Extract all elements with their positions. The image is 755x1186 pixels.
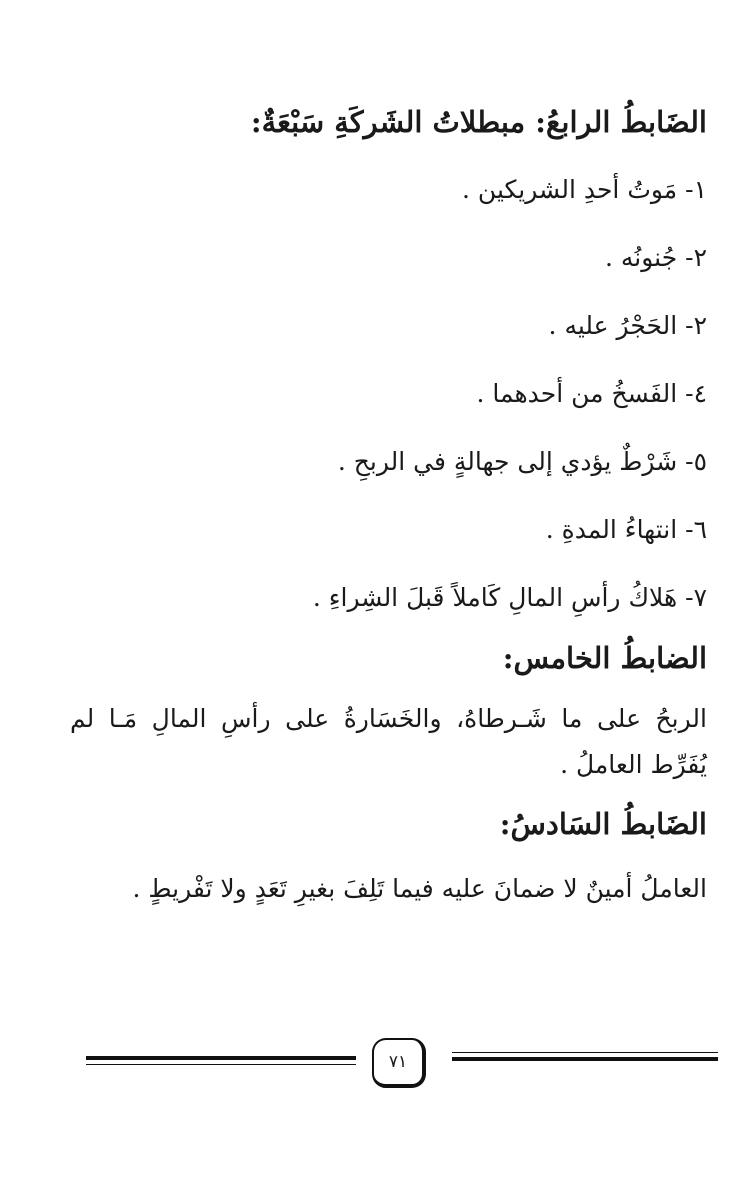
list-item-7: ٧- هَلاكُ رأسِ المالِ كَاملاً قَبلَ الشِراءِ . — [312, 583, 707, 612]
section5-heading: الضابطُ الخامس: — [502, 641, 707, 675]
list-item-5: ٥- شَرْطٌ يؤدي إلى جهالةٍ في الربحِ . — [337, 447, 707, 476]
section4-heading: الضَابطُ الرابعُ: مبطلاتُ الشَركَةِ سَبْعَةٌ: — [250, 105, 707, 139]
list-item-4: ٤- الفَسخُ من أحدهما . — [476, 379, 707, 408]
list-item-2: ٢- جُنونُه . — [605, 243, 707, 272]
section5-paragraph: الربحُ على ما شَـرطاهُ، والخَسَارةُ على رأسِ المالِ مَـا لم يُفَرِّط العاملُ . — [70, 704, 707, 779]
list-item-3: ٢- الحَجْرُ عليه . — [548, 311, 707, 340]
section6-paragraph: العاملُ أمينٌ لا ضمانَ عليه فيما تَلِفَ بغيرِ تَعَدٍ ولا تَفْريطٍ . — [132, 874, 707, 903]
page-footer — [86, 1038, 718, 1094]
section6-heading: الضَابطُ السَادسُ: — [499, 807, 707, 841]
page-number: ٧١ — [372, 1038, 426, 1088]
page-content — [70, 100, 707, 912]
list-item-6: ٦- انتهاءُ المدةِ . — [545, 515, 707, 544]
list-item-1: ١- مَوتُ أحدِ الشريكين . — [462, 175, 707, 204]
